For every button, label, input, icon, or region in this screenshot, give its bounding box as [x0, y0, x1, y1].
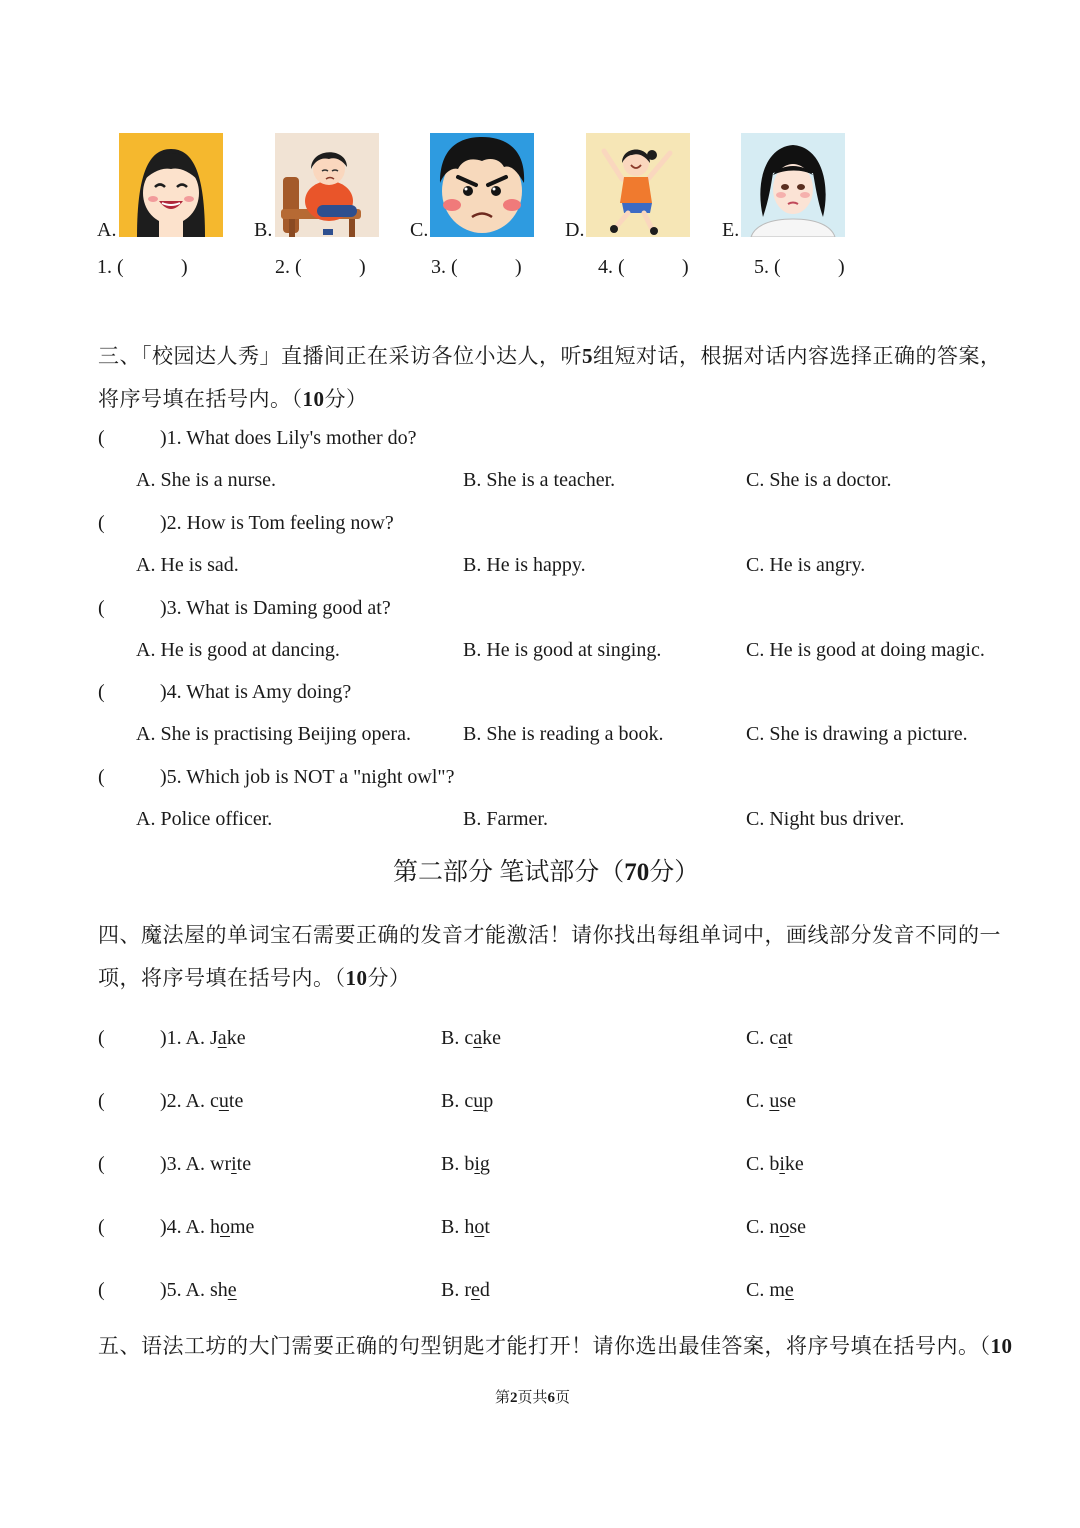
part2-title: 第二部分 笔试部分（70分） [393, 859, 700, 886]
option-c: C. She is a doctor. [746, 469, 892, 491]
listening-question-3: )3. What is Daming good at? [160, 597, 391, 619]
answer-blank-close: ) [181, 256, 188, 278]
option-a: A. She is a nurse. [136, 469, 276, 491]
option-c: C. She is drawing a picture. [746, 723, 968, 745]
option-a: A. He is good at dancing. [136, 639, 340, 661]
option-letter-b: B. [254, 219, 273, 241]
option-b: B. She is a teacher. [463, 469, 616, 491]
phonics-option-a: )4. A. home [160, 1216, 255, 1238]
phonics-option-c: C. use [746, 1090, 797, 1112]
phonics-option-b: B. cup [441, 1090, 494, 1112]
option-letter-a: A. [97, 219, 117, 241]
answer-blank-3[interactable]: 3. ( [431, 256, 458, 278]
listening-question-4: )4. What is Amy doing? [160, 681, 352, 703]
option-a: A. She is practising Beijing opera. [136, 723, 411, 745]
option-b: B. Farmer. [463, 808, 548, 830]
answer-blank-1[interactable]: 1. ( [97, 256, 124, 278]
option-c: C. He is good at doing magic. [746, 639, 985, 661]
laughing-girl-face-icon [119, 133, 223, 237]
option-c: C. Night bus driver. [746, 808, 905, 830]
listening-question-5: )5. Which job is NOT a "night owl"? [160, 766, 455, 788]
answer-paren-open[interactable]: ( [98, 1027, 105, 1049]
sad-child-in-chair-icon [275, 133, 379, 237]
answer-blank-close: ) [682, 256, 689, 278]
phonics-option-a: )2. A. cute [160, 1090, 244, 1112]
answer-paren-open[interactable]: ( [98, 1216, 105, 1238]
option-b: B. She is reading a book. [463, 723, 664, 745]
angry-boy-face-icon [430, 133, 534, 237]
answer-blank-5[interactable]: 5. ( [754, 256, 781, 278]
option-letter-d: D. [565, 219, 585, 241]
phonics-option-b: B. hot [441, 1216, 490, 1238]
answer-blank-close: ) [838, 256, 845, 278]
phonics-option-c: C. bike [746, 1153, 804, 1175]
option-letter-e: E. [722, 219, 740, 241]
phonics-option-b: B. red [441, 1279, 490, 1301]
phonics-option-c: C. me [746, 1279, 794, 1301]
phonics-option-a: )1. A. Jake [160, 1027, 246, 1049]
option-letter-c: C. [410, 219, 429, 241]
option-b: B. He is good at singing. [463, 639, 662, 661]
section4-instruction-line2: 项，将序号填在括号内。（10分） [98, 966, 411, 990]
option-c: C. He is angry. [746, 554, 866, 576]
answer-paren-open[interactable]: ( [98, 1090, 105, 1112]
answer-blank-close: ) [515, 256, 522, 278]
section3-instruction: 三、「校园达人秀」直播间正在采访各位小达人，听5组短对话，根据对话内容选择正确的答案， [98, 344, 1002, 368]
answer-paren-open[interactable]: ( [98, 512, 105, 534]
answer-paren-open[interactable]: ( [98, 597, 105, 619]
phonics-option-b: B. big [441, 1153, 490, 1175]
listening-question-2: )2. How is Tom feeling now? [160, 512, 394, 534]
answer-paren-open[interactable]: ( [98, 1279, 105, 1301]
answer-blank-close: ) [359, 256, 366, 278]
phonics-option-a: )5. A. she [160, 1279, 237, 1301]
phonics-option-c: C. cat [746, 1027, 793, 1049]
tearful-girl-face-icon [741, 133, 845, 237]
page-number: 第2页共6页 [495, 1390, 571, 1406]
option-a: A. He is sad. [136, 554, 239, 576]
jumping-girl-icon [586, 133, 690, 237]
answer-paren-open[interactable]: ( [98, 427, 105, 449]
section4-instruction: 四、魔法屋的单词宝石需要正确的发音才能激活！请你找出每组单词中，画线部分发音不同的一 [98, 923, 1001, 947]
answer-paren-open[interactable]: ( [98, 681, 105, 703]
option-a: A. Police officer. [136, 808, 273, 830]
section3-instruction-line2: 将序号填在括号内。（10分） [98, 387, 368, 411]
answer-paren-open[interactable]: ( [98, 1153, 105, 1175]
phonics-option-a: )3. A. write [160, 1153, 252, 1175]
answer-blank-4[interactable]: 4. ( [598, 256, 625, 278]
answer-blank-2[interactable]: 2. ( [275, 256, 302, 278]
section5-instruction: 五、语法工坊的大门需要正确的句型钥匙才能打开！请你选出最佳答案，将序号填在括号内。（10 [98, 1334, 1013, 1358]
listening-question-1: )1. What does Lily's mother do? [160, 427, 417, 449]
answer-paren-open[interactable]: ( [98, 766, 105, 788]
phonics-option-c: C. nose [746, 1216, 807, 1238]
phonics-option-b: B. cake [441, 1027, 501, 1049]
option-b: B. He is happy. [463, 554, 586, 576]
